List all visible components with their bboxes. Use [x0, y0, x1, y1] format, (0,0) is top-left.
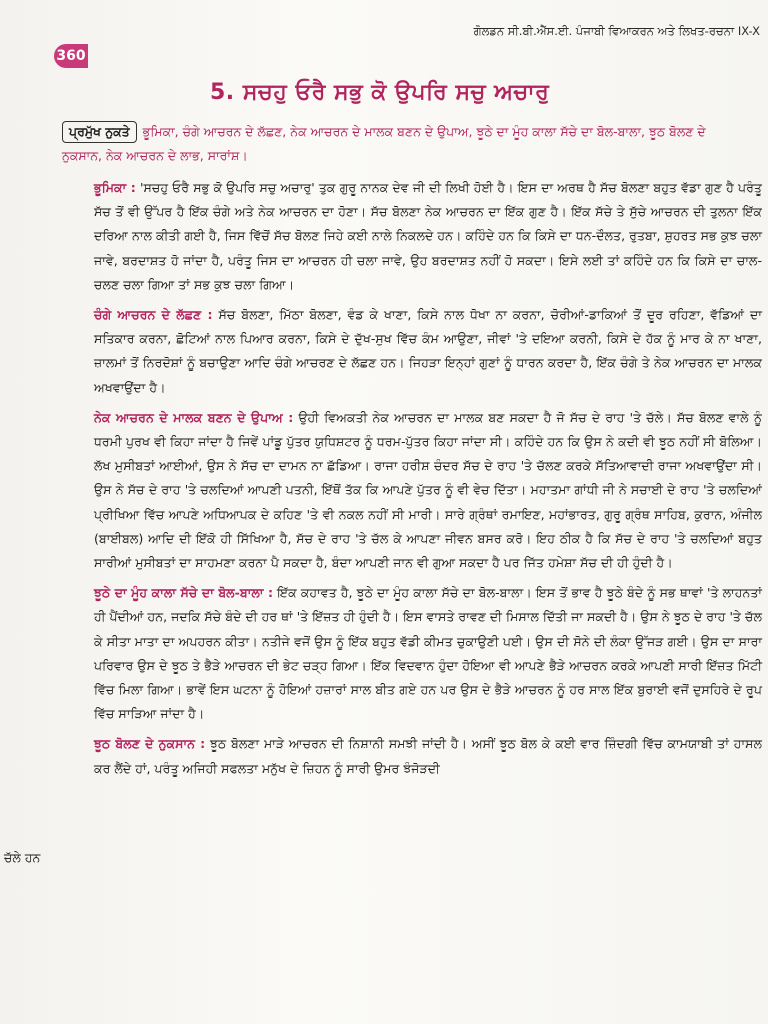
paragraph-heading: ਭੂਮਿਕਾ : — [94, 180, 136, 195]
paragraph-heading: ਝੂਠੇ ਦਾ ਮੂੰਹ ਕਾਲਾ ਸੱਚੇ ਦਾ ਬੋਲ-ਬਾਲਾ : — [94, 585, 274, 601]
page-number: 360 — [54, 44, 88, 68]
paragraph-good-character-traits — [56, 303, 762, 400]
running-header: ਗੋਲਡਨ ਸੀ.ਬੀ.ਐੱਸ.ਈ. ਪੰਜਾਬੀ ਵਿਆਕਰਨ ਅਤੇ ਲਿਖਤ-ਰਚਨਾ IX-X — [473, 24, 760, 38]
paragraph-introduction — [56, 176, 762, 297]
paragraph-text: ਇੱਕ ਕਹਾਵਤ ਹੈ, ਝੂਠੇ ਦਾ ਮੂੰਹ ਕਾਲਾ ਸੱਚੇ ਦਾ ਬੋਲ-ਬਾਲਾ। ਇਸ ਤੋਂ ਭਾਵ ਹੈ ਝੂਠੇ ਬੰਦੇ ਨੂੰ ਸਭ ਥਾਵਾਂ 'ਤੇ ਲਾਹਨਤਾਂ ਹੀ ਪੈਂਦੀਆਂ ਹਨ, ਜਦਕਿ ਸੱਚੇ ਬੰਦੇ ਦੀ ਹਰ ਥਾਂ 'ਤੇ ਇੱਜ਼ਤ ਹੀ ਹੁੰਦੀ ਹੈ। ਇਸ ਵਾਸਤੇ ਰਾਵਣ ਦੀ ਮਿਸਾਲ ਦਿੱਤੀ ਜਾ ਸਕਦੀ ਹੈ। ਉਸ ਨੇ ਝੂਠ ਦੇ ਰਾਹ 'ਤੇ ਚੱਲ ਕੇ ਸੀਤਾ ਮਾਤਾ ਦਾ ਅਪਹਰਨ ਕੀਤਾ। ਨਤੀਜੇ ਵਜੋਂ ਉਸ ਨੂੰ ਇੱਕ ਬਹੁਤ ਵੱਡੀ ਕੀਮਤ ਚੁਕਾਉਣੀ ਪਈ। ਉਸ ਦੀ ਸੋਨੇ ਦੀ ਲੰਕਾ ਉੱਜੜ ਗਈ। ਉਸ ਦਾ ਸਾਰਾ ਪਰਿਵਾਰ ਉਸ ਦੇ ਝੂਠ ਤੇ ਭੈੜੇ ਆਚਰਨ ਦੀ ਭੇਟ ਚੜ੍ਹ ਗਿਆ। ਇੱਕ ਵਿਦਵਾਨ ਹੁੰਦਾ ਹੋਇਆ ਵੀ ਆਪਣੇ ਭੈੜੇ ਆਚਰਨ ਕਰਕੇ ਆਪਣੀ ਸਾਰੀ ਇੱਜ਼ਤ ਮਿੱਟੀ ਵਿੱਚ ਮਿਲਾ ਗਿਆ। ਭਾਵੇਂ ਇਸ ਘਟਨਾ ਨੂੰ ਹੋਇਆਂ ਹਜ਼ਾਰਾਂ ਸਾਲ ਬੀਤ ਗਏ ਹਨ ਪਰ ਉਸ ਦੇ ਭੈੜੇ ਆਚਰਨ ਨੂੰ ਹਰ ਸਾਲ ਇੱਕ ਬੁਰਾਈ ਵਜੋਂ ਦੁਸਹਿਰੇ ਦੇ ਰੂਪ ਵਿੱਚ ਸਾੜਿਆ ਜਾਂਦਾ ਹੈ। — [94, 585, 762, 722]
paragraph-heading: ਨੇਕ ਆਚਰਨ ਦੇ ਮਾਲਕ ਬਣਨ ਦੇ ਉਪਾਅ : — [94, 409, 294, 425]
paragraph-harms-of-lying — [56, 732, 762, 780]
paragraph-ways-to-good-character — [56, 406, 762, 575]
essay-body — [56, 176, 762, 787]
paragraph-text: 'ਸਚਹੁ ਓਰੈ ਸਭੁ ਕੋ ਉਪਰਿ ਸਚੁ ਅਚਾਰੁ' ਤੁਕ ਗੁਰੂ ਨਾਨਕ ਦੇਵ ਜੀ ਦੀ ਲਿਖੀ ਹੋਈ ਹੈ। ਇਸ ਦਾ ਅਰਥ ਹੈ ਸੱਚ ਬੋਲਣਾ ਬਹੁਤ ਵੱਡਾ ਗੁਣ ਹੈ ਪਰੰਤੂ ਸੱਚ ਤੋਂ ਵੀ ਉੱਪਰ ਹੈ ਇੱਕ ਚੰਗੇ ਅਤੇ ਨੇਕ ਆਚਰਨ ਦਾ ਹੋਣਾ। ਸੱਚ ਬੋਲਣਾ ਨੇਕ ਆਚਰਨ ਦਾ ਇੱਕ ਗੁਣ ਹੈ। ਇੱਕ ਸੱਚੇ ਤੇ ਸੁੱਚੇ ਆਚਰਨ ਦੀ ਤੁਲਨਾ ਇੱਕ ਦਰਿਆ ਨਾਲ ਕੀਤੀ ਗਈ ਹੈ, ਜਿਸ ਵਿੱਚੋਂ ਸੱਚ ਬੋਲਣ ਜਿਹੇ ਕਈ ਨਾਲੇ ਨਿਕਲਦੇ ਹਨ। ਕਹਿੰਦੇ ਹਨ ਕਿ ਕਿਸੇ ਦਾ ਧਨ-ਦੌਲਤ, ਰੁਤਬਾ, ਸ਼ੁਹਰਤ ਸਭ ਕੁਝ ਚਲਾ ਜਾਵੇ, ਬਰਦਾਸ਼ਤ ਹੋ ਜਾਂਦਾ ਹੈ, ਪਰੰਤੂ ਜਿਸ ਦਾ ਆਚਰਨ ਹੀ ਚਲਾ ਜਾਵੇ, ਉਹ ਬਰਦਾਸ਼ਤ ਨਹੀਂ ਹੋ ਸਕਦਾ। ਇਸੇ ਲਈ ਤਾਂ ਕਹਿੰਦੇ ਹਨ ਕਿ ਕਿਸੇ ਦਾ ਚਾਲ-ਚਲਣ ਚਲਾ ਗਿਆ ਤਾਂ ਸਭ ਕੁਝ ਚਲਾ ਗਿਆ। — [94, 180, 762, 292]
key-points — [62, 120, 742, 168]
key-points-text: ਭੂਮਿਕਾ, ਚੰਗੇ ਆਚਰਨ ਦੇ ਲੱਛਣ, ਨੇਕ ਆਚਰਨ ਦੇ ਮਾਲਕ ਬਣਨ ਦੇ ਉਪਾਅ, ਝੂਠੇ ਦਾ ਮੂੰਹ ਕਾਲਾ ਸੱਚੇ ਦਾ ਬੋਲ-ਬਾਲਾ, ਝੂਠ ਬੋਲਣ ਦੇ ਨੁਕਸਾਨ, ਨੇਕ ਆਚਰਨ ਦੇ ਲਾਭ, ਸਾਰਾਂਸ਼। — [62, 124, 706, 163]
margin-note: ਚੱਲੇ ਹਨ — [4, 850, 41, 865]
paragraph-truth-prevails — [56, 581, 762, 726]
paragraph-heading: ਚੰਗੇ ਆਚਰਨ ਦੇ ਲੱਛਣ : — [94, 307, 213, 323]
paragraph-heading: ਝੂਠ ਬੋਲਣ ਦੇ ਨੁਕਸਾਨ : — [94, 736, 206, 752]
paragraph-text: ਉਹੀ ਵਿਅਕਤੀ ਨੇਕ ਆਚਰਨ ਦਾ ਮਾਲਕ ਬਣ ਸਕਦਾ ਹੈ ਜੋ ਸੱਚ ਦੇ ਰਾਹ 'ਤੇ ਚੱਲੇ। ਸੱਚ ਬੋਲਣ ਵਾਲੇ ਨੂੰ ਧਰਮੀ ਪੁਰਖ ਵੀ ਕਿਹਾ ਜਾਂਦਾ ਹੈ ਜਿਵੇਂ ਪਾਂਡੂ ਪੁੱਤਰ ਯੁਧਿਸ਼ਟਰ ਨੂੰ ਧਰਮ-ਪੁੱਤਰ ਕਿਹਾ ਜਾਂਦਾ ਸੀ। ਕਹਿੰਦੇ ਹਨ ਕਿ ਉਸ ਨੇ ਕਦੀ ਵੀ ਝੂਠ ਨਹੀਂ ਸੀ ਬੋਲਿਆ। ਲੱਖ ਮੁਸੀਬਤਾਂ ਆਈਆਂ, ਉਸ ਨੇ ਸੱਚ ਦਾ ਦਾਮਨ ਨਾ ਛੱਡਿਆ। ਰਾਜਾ ਹਰੀਸ਼ ਚੰਦਰ ਸੱਚ ਦੇ ਰਾਹ 'ਤੇ ਚੱਲਣ ਕਰਕੇ ਸੱਤਿਆਵਾਦੀ ਰਾਜਾ ਅਖਵਾਉਂਦਾ ਸੀ। ਉਸ ਨੇ ਸੱਚ ਦੇ ਰਾਹ 'ਤੇ ਚਲਦਿਆਂ ਆਪਣੀ ਪਤਨੀ, ਇੱਥੋਂ ਤੱਕ ਕਿ ਆਪਣੇ ਪੁੱਤਰ ਨੂੰ ਵੀ ਵੇਚ ਦਿੱਤਾ। ਮਹਾਤਮਾ ਗਾਂਧੀ ਜੀ ਨੇ ਸਚਾਈ ਦੇ ਰਾਹ 'ਤੇ ਚਲਦਿਆਂ ਪ੍ਰੀਖਿਆ ਵਿੱਚ ਆਪਣੇ ਅਧਿਆਪਕ ਦੇ ਕਹਿਣ 'ਤੇ ਵੀ ਨਕਲ ਨਹੀਂ ਸੀ ਮਾਰੀ। ਸਾਰੇ ਗ੍ਰੰਥਾਂ ਰਮਾਇਣ, ਮਹਾਂਭਾਰਤ, ਗੁਰੂ ਗ੍ਰੰਥ ਸਾਹਿਬ, ਕੁਰਾਨ, ਅੰਜੀਲ (ਬਾਈਬਲ) ਆਦਿ ਦੀ ਇੱਕੋ ਹੀ ਸਿੱਖਿਆ ਹੈ, ਸੱਚ ਦੇ ਰਾਹ 'ਤੇ ਚੱਲ ਕੇ ਆਪਣਾ ਜੀਵਨ ਬਸਰ ਕਰੋ। ਇਹ ਠੀਕ ਹੈ ਕਿ ਸੱਚ ਦੇ ਰਾਹ 'ਤੇ ਚਲਦਿਆਂ ਬਹੁਤ ਸਾਰੀਆਂ ਮੁਸੀਬਤਾਂ ਦਾ ਸਾਹਮਣਾ ਕਰਨਾ ਪੈ ਸਕਦਾ ਹੈ, ਬੰਦਾ ਆਪਣੀ ਜਾਨ ਵੀ ਗੁਆ ਸਕਦਾ ਹੈ ਪਰ ਜਿੱਤ ਹਮੇਸ਼ਾ ਸੱਚ ਦੀ ਹੀ ਹੁੰਦੀ ਹੈ। — [94, 409, 762, 571]
paragraph-text: ਸੱਚ ਬੋਲਣਾ, ਮਿੱਠਾ ਬੋਲਣਾ, ਵੰਡ ਕੇ ਖਾਣਾ, ਕਿਸੇ ਨਾਲ ਧੋਖਾ ਨਾ ਕਰਨਾ, ਚੋਰੀਆਂ-ਡਾਕਿਆਂ ਤੋਂ ਦੂਰ ਰਹਿਣਾ, ਵੱਡਿਆਂ ਦਾ ਸਤਿਕਾਰ ਕਰਨਾ, ਛੋਟਿਆਂ ਨਾਲ ਪਿਆਰ ਕਰਨਾ, ਕਿਸੇ ਦੇ ਦੁੱਖ-ਸੁਖ ਵਿੱਚ ਕੰਮ ਆਉਣਾ, ਜੀਵਾਂ 'ਤੇ ਦਇਆ ਕਰਨੀ, ਕਿਸੇ ਦੇ ਹੱਕ ਨੂੰ ਮਾਰ ਕੇ ਨਾ ਖਾਣਾ, ਜ਼ਾਲਮਾਂ ਤੋਂ ਨਿਰਦੋਸ਼ਾਂ ਨੂੰ ਬਚਾਉਣਾ ਆਦਿ ਚੰਗੇ ਆਚਰਣ ਦੇ ਲੱਛਣ ਹਨ। ਜਿਹੜਾ ਇਨ੍ਹਾਂ ਗੁਣਾਂ ਨੂੰ ਧਾਰਨ ਕਰਦਾ ਹੈ, ਇੱਕ ਚੰਗੇ ਤੇ ਨੇਕ ਆਚਰਨ ਦਾ ਮਾਲਕ ਅਖਵਾਉਂਦਾ ਹੈ। — [94, 307, 762, 395]
key-points-label: ਪ੍ਰਮੁੱਖ ਨੁਕਤੇ — [62, 121, 137, 143]
paragraph-text: ਝੂਠ ਬੋਲਣਾ ਮਾੜੇ ਆਚਰਨ ਦੀ ਨਿਸ਼ਾਨੀ ਸਮਝੀ ਜਾਂਦੀ ਹੈ। ਅਸੀਂ ਝੂਠ ਬੋਲ ਕੇ ਕਈ ਵਾਰ ਜ਼ਿੰਦਗੀ ਵਿੱਚ ਕਾਮਯਾਬੀ ਤਾਂ ਹਾਸਲ ਕਰ ਲੈਂਦੇ ਹਾਂ, ਪਰੰਤੂ ਅਜਿਹੀ ਸਫਲਤਾ ਮਨੁੱਖ ਦੇ ਜ਼ਿਹਨ ਨੂੰ ਸਾਰੀ ਉਮਰ ਝੰਜੋੜਦੀ — [94, 736, 762, 776]
chapter-title: 5. ਸਚਹੁ ਓਰੈ ਸਭੁ ਕੋ ਉਪਰਿ ਸਚੁ ਅਚਾਰੁ — [210, 80, 550, 105]
